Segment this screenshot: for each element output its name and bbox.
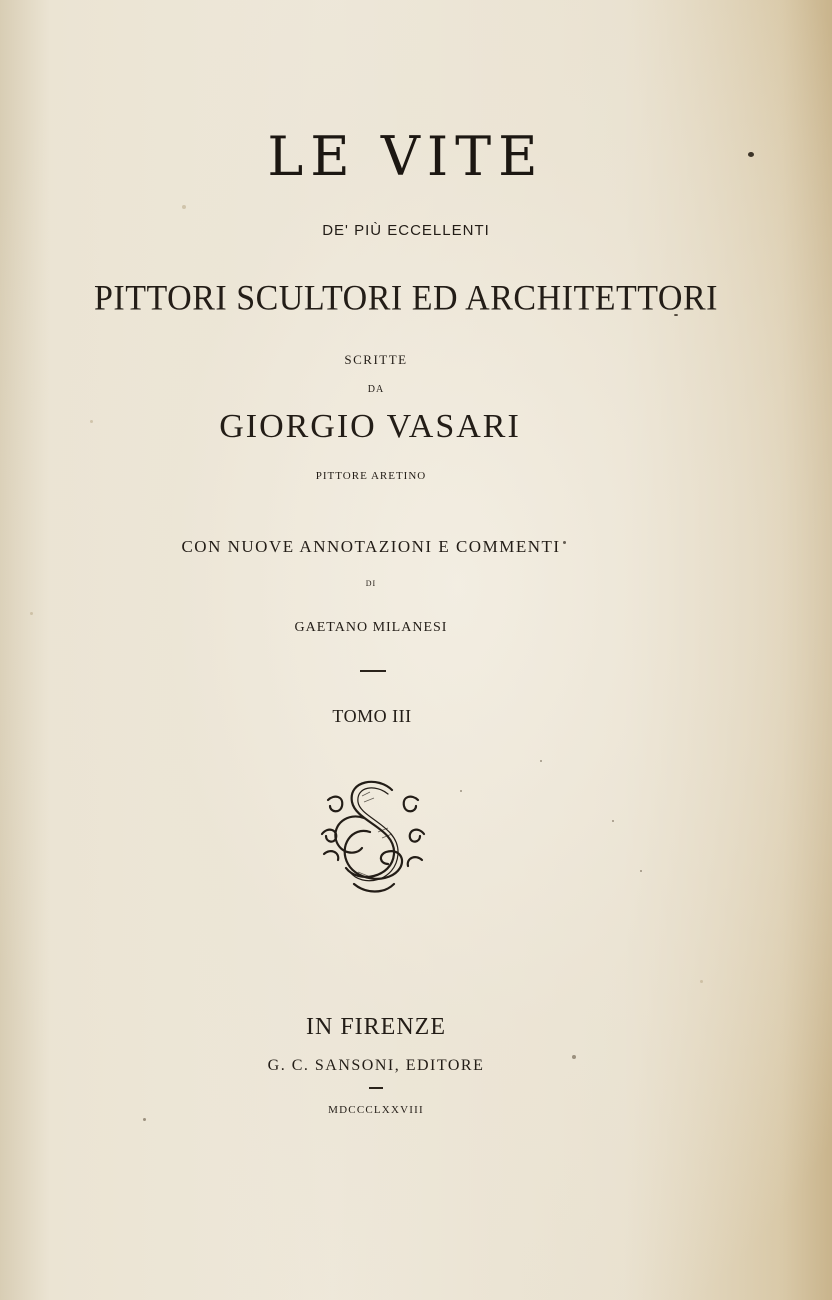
editor-name: GAETANO MILANESI: [294, 620, 448, 635]
paper-speckle: [182, 205, 186, 209]
by-label: DA: [367, 384, 385, 395]
book-subject: PITTORI SCULTORI ED ARCHITETTORI: [94, 279, 718, 318]
written-label: SCRITTE: [344, 352, 408, 367]
paper-speckle: [143, 1118, 146, 1121]
publication-city: IN FIRENZE: [306, 1014, 446, 1040]
volume-number: TOMO III: [332, 706, 412, 726]
paper-speckle: [640, 870, 642, 872]
divider-rule: [360, 670, 386, 672]
divider-rule: [369, 1087, 383, 1089]
book-subtitle: DE' PIÙ ECCELLENTI: [322, 222, 490, 239]
author-name: GIORGIO VASARI: [219, 408, 521, 445]
publisher-name: G. C. SANSONI, EDITORE: [267, 1057, 485, 1074]
author-description: PITTORE ARETINO: [315, 470, 427, 482]
book-title: LE VITE: [267, 125, 545, 188]
paper-speckle: [612, 820, 614, 822]
annotations-note: CON NUOVE ANNOTAZIONI E COMMENTI: [181, 537, 561, 556]
paper-speckle: [700, 980, 703, 983]
publisher-monogram-icon: [318, 772, 428, 902]
paper-speckle: [540, 760, 542, 762]
of-label: DI: [365, 579, 377, 588]
paper-speckle: [460, 790, 462, 792]
publication-year: MDCCCLXXVIII: [328, 1104, 424, 1116]
paper-speckle: [30, 612, 33, 615]
